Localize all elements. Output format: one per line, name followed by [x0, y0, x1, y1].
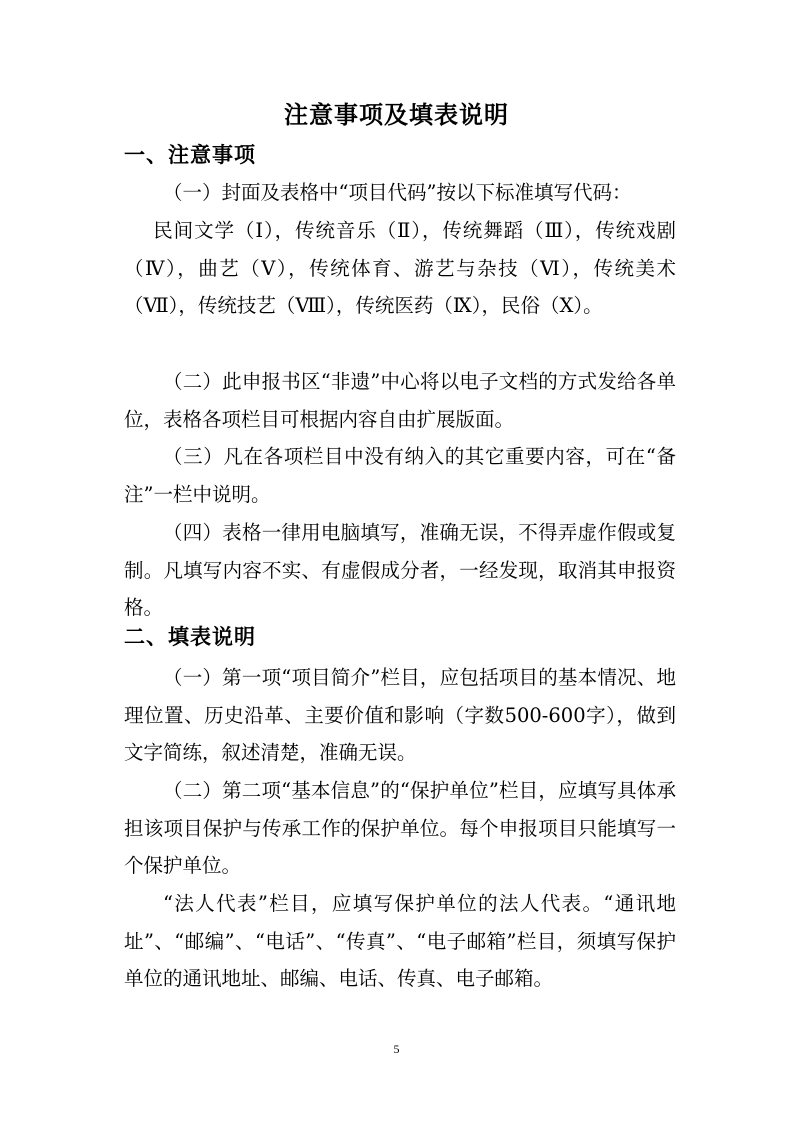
page-title: 注意事项及填表说明: [284, 101, 509, 129]
paragraph: （四）表格一律用电脑填写，准确无误，不得弄虚作假或复制。凡填写内容不实、有虚假成分者，一经发现，取消其申报资格。: [124, 521, 676, 619]
paragraph: （三）凡在各项栏目中没有纳入的其它重要内容，可在“备注”一栏中说明。: [124, 445, 676, 506]
paragraph: （一）第一项“项目简介”栏目，应包括项目的基本情况、地理位置、历史沿革、主要价值和影响（字数500-600字），做到文字简练，叙述清楚，准确无误。: [124, 666, 676, 764]
section-heading-notes: 一、注意事项: [124, 143, 256, 167]
section-heading-instructions: 二、填表说明: [124, 625, 256, 649]
paragraph: “法人代表”栏目，应填写保护单位的法人代表。“通讯地址”、“邮编”、“电话”、“传真”、“电子邮箱”栏目，须填写保护单位的通讯地址、邮编、电话、传真、电子邮箱。: [124, 892, 676, 990]
paragraph: （一）封面及表格中“项目代码”按以下标准填写代码：: [163, 181, 632, 204]
paragraph: （二）第二项“基本信息”的“保护单位”栏目，应填写具体承担该项目保护与传承工作的保护单位。每个申报项目只能填写一个保护单位。: [124, 779, 676, 877]
paragraph: （二）此申报书区“非遗”中心将以电子文档的方式发给各单位，表格各项栏目可根据内容自由扩展版面。: [124, 370, 676, 431]
paragraph-category-codes: 民间文学（Ⅰ），传统音乐（Ⅱ），传统舞蹈（Ⅲ），传统戏剧（Ⅳ），曲艺（Ⅴ），传统体育、游艺与杂技（Ⅵ），传统美术（Ⅶ），传统技艺（Ⅷ），传统医药（Ⅸ），民俗（Ⅹ）。: [124, 219, 676, 317]
page-number: 5: [393, 1042, 400, 1056]
